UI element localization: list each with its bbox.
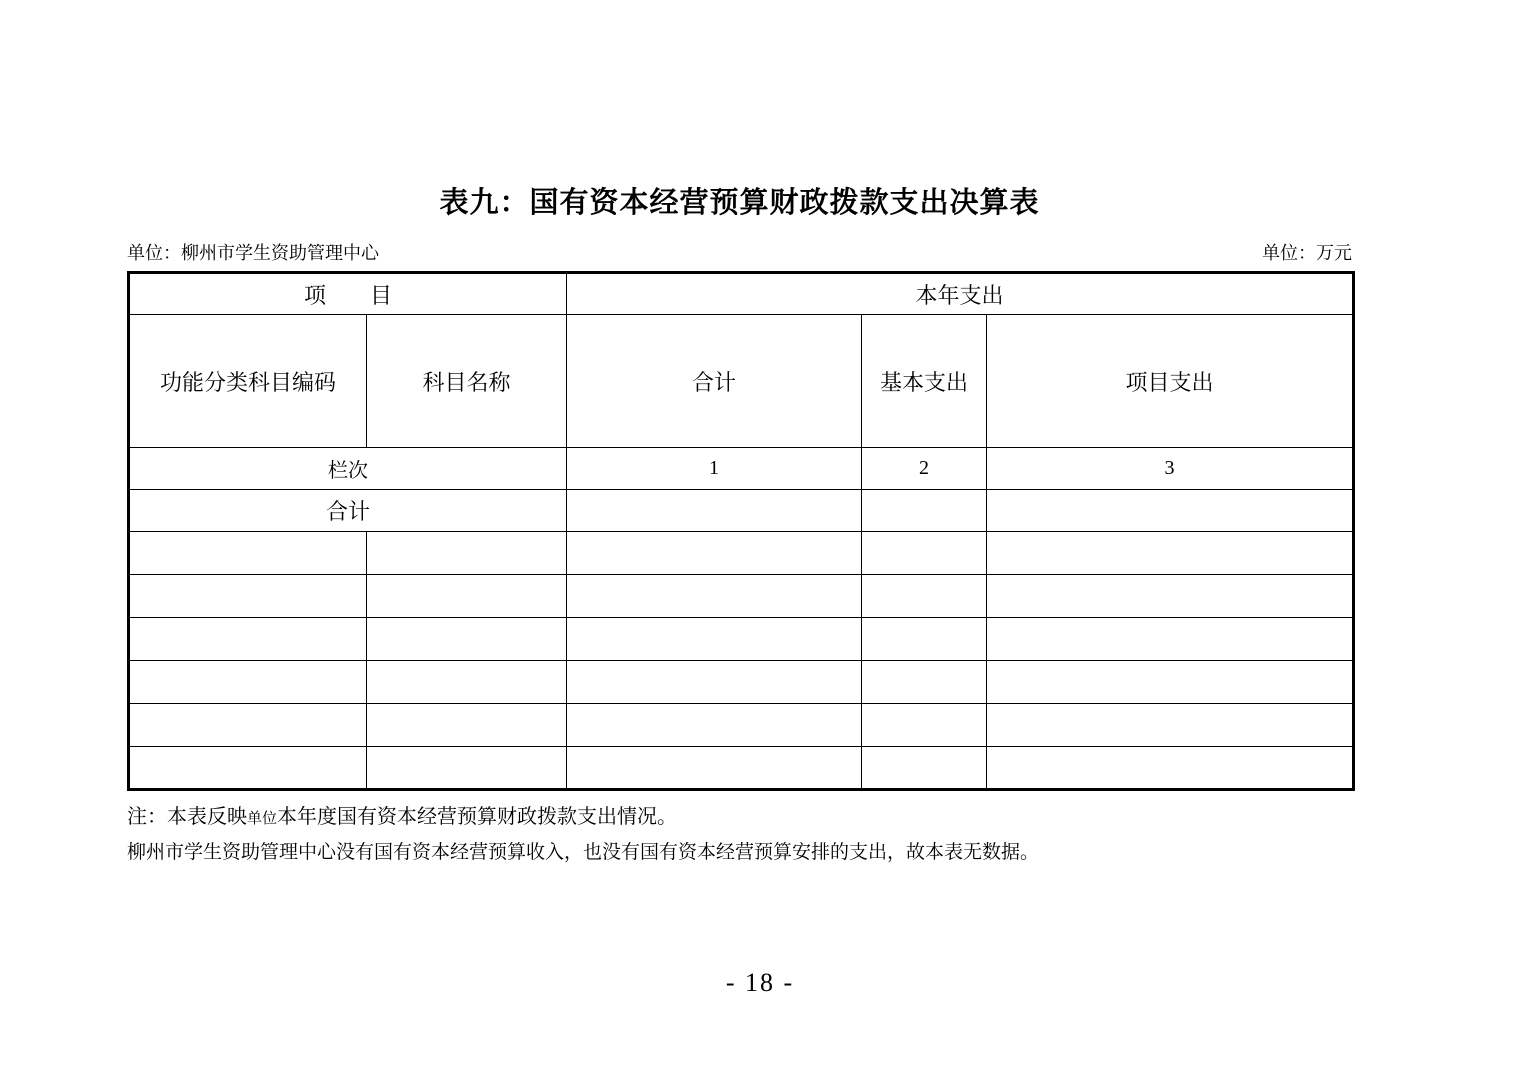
- empty-cell: [987, 618, 1354, 661]
- column-index-row: [129, 448, 1354, 490]
- empty-cell: [367, 618, 567, 661]
- empty-cell: [862, 747, 987, 790]
- empty-cell: [567, 704, 862, 747]
- empty-cell: [862, 704, 987, 747]
- empty-cell: [367, 704, 567, 747]
- page-title: 表九：国有资本经营预算财政拨款支出决算表: [439, 187, 1040, 219]
- total-row-project-cell: [987, 490, 1354, 532]
- total-row-basic-cell: [862, 490, 987, 532]
- empty-cell: [862, 661, 987, 704]
- empty-cell: [862, 532, 987, 575]
- column-index-2: 2: [862, 448, 987, 490]
- col-header-subject-name: 科目名称: [367, 315, 567, 448]
- col-header-project-expenditure: 项目支出: [987, 315, 1354, 448]
- note-line-2: 柳州市学生资助管理中心没有国有资本经营预算收入，也没有国有资本经营预算安排的支出，故本表无数据。: [127, 842, 1040, 863]
- header-item-cell: 项 目: [129, 273, 567, 315]
- empty-cell: [987, 747, 1354, 790]
- col-header-function-code: 功能分类科目编码: [129, 315, 367, 448]
- empty-cell: [367, 575, 567, 618]
- unit-name-label: 单位：柳州市学生资助管理中心: [127, 243, 379, 263]
- expenditure-table: [127, 271, 1355, 791]
- empty-data-row: [129, 532, 1354, 575]
- total-row-label: 合计: [129, 490, 567, 532]
- empty-cell: [129, 704, 367, 747]
- empty-cell: [367, 747, 567, 790]
- column-index-3: 3: [987, 448, 1354, 490]
- empty-cell: [567, 747, 862, 790]
- empty-cell: [129, 575, 367, 618]
- empty-cell: [129, 661, 367, 704]
- column-index-1: 1: [567, 448, 862, 490]
- empty-cell: [367, 532, 567, 575]
- note1-prefix: 注：本表反映: [127, 806, 247, 828]
- empty-cell: [567, 618, 862, 661]
- empty-cell: [129, 532, 367, 575]
- empty-cell: [987, 532, 1354, 575]
- empty-cell: [987, 661, 1354, 704]
- empty-cell: [567, 575, 862, 618]
- note1-small-text: 单位: [247, 811, 278, 827]
- empty-data-row: [129, 575, 1354, 618]
- empty-cell: [567, 661, 862, 704]
- currency-unit-label: 单位：万元: [1262, 243, 1352, 263]
- empty-cell: [987, 704, 1354, 747]
- column-index-label: 栏次: [129, 448, 567, 490]
- empty-cell: [129, 747, 367, 790]
- footnotes: [127, 803, 1357, 866]
- empty-cell: [567, 532, 862, 575]
- empty-cell: [367, 661, 567, 704]
- empty-cell: [862, 618, 987, 661]
- empty-data-row: [129, 618, 1354, 661]
- table-header-row-1: [129, 273, 1354, 315]
- empty-cell: [987, 575, 1354, 618]
- empty-data-row: [129, 704, 1354, 747]
- note-line-1: [127, 803, 1357, 833]
- note1-suffix: 本年度国有资本经营预算财政拨款支出情况。: [277, 806, 678, 828]
- col-header-total: 合计: [567, 315, 862, 448]
- empty-cell: [862, 575, 987, 618]
- table-header-row-2: [129, 315, 1354, 448]
- empty-data-row: [129, 747, 1354, 790]
- total-row: [129, 490, 1354, 532]
- empty-data-row: [129, 661, 1354, 704]
- empty-cell: [129, 618, 367, 661]
- header-this-year-expenditure-cell: 本年支出: [567, 273, 1354, 315]
- total-row-total-cell: [567, 490, 862, 532]
- col-header-basic-expenditure: 基本支出: [862, 315, 987, 448]
- unit-row: [127, 239, 1352, 265]
- page-number: - 18 -: [725, 968, 795, 997]
